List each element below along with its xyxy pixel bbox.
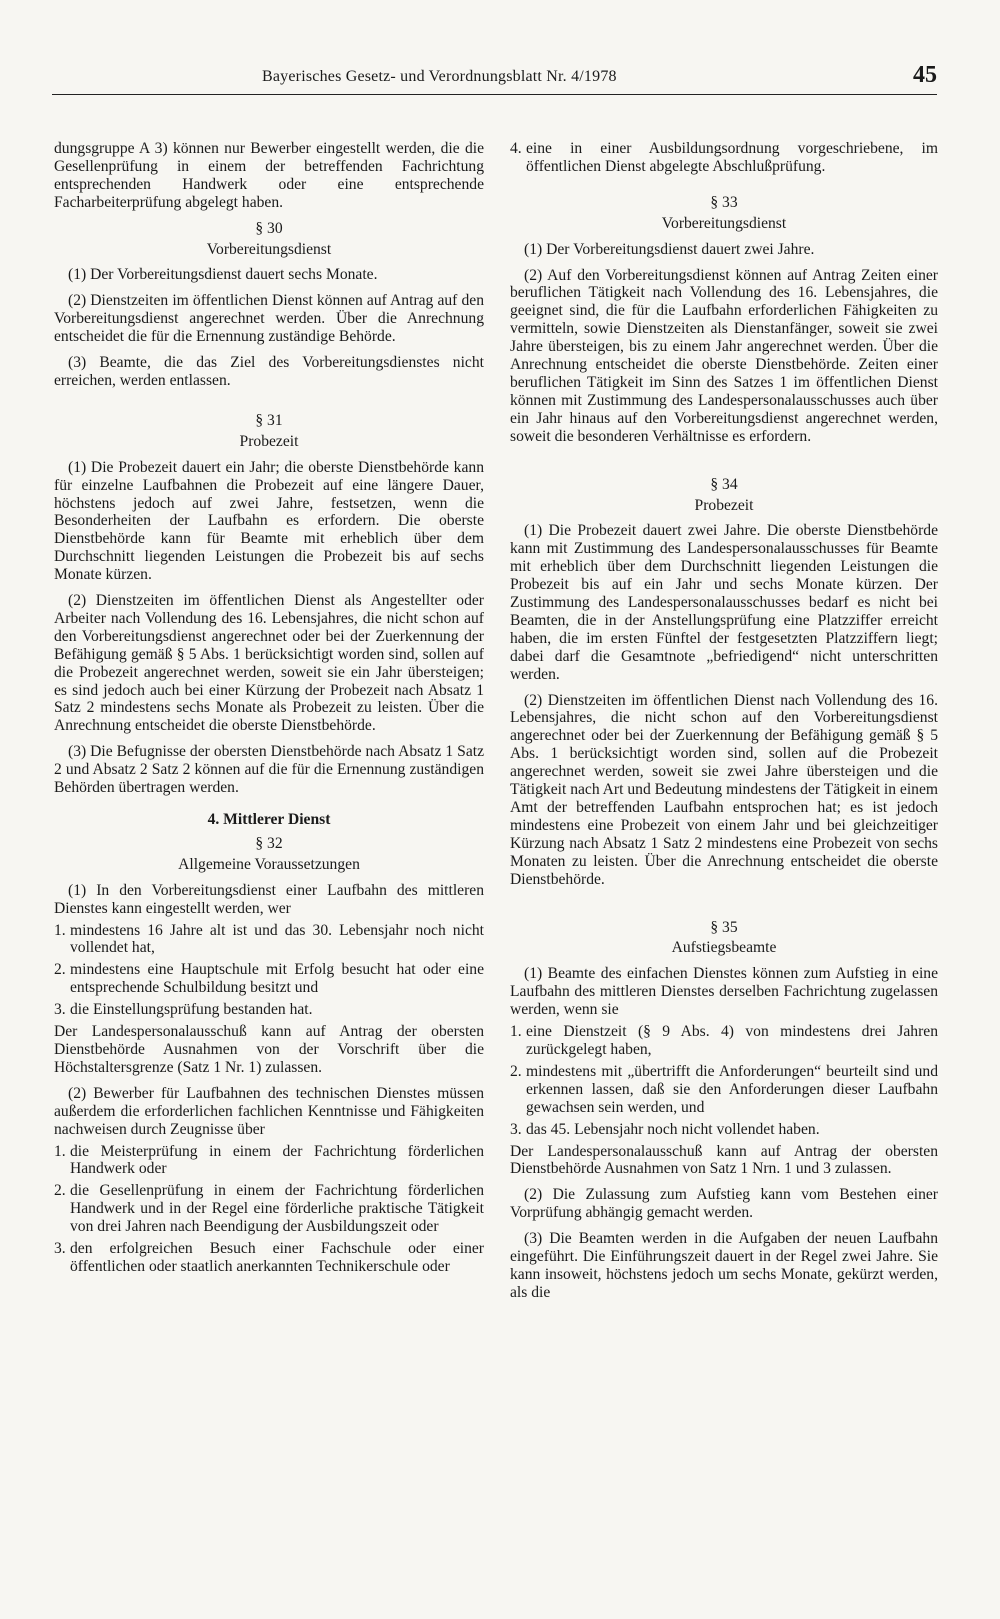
list-item: 3. die Einstellungsprüfung bestanden hat. — [54, 1001, 313, 1019]
left-column — [54, 140, 484, 1280]
page-number: 45 — [913, 62, 937, 88]
section-number: § 32 — [255, 834, 283, 852]
paragraph: (1) In den Vorbereitungsdienst einer Laufbahn des mittleren Dienstes kann eingestellt werden, wer — [54, 881, 484, 917]
right-column — [510, 140, 938, 1310]
list-item: 2. mindestens eine Hauptschule mit Erfolg besucht hat oder eine entsprechende Schulbildung besitzt und — [54, 961, 484, 997]
paragraph: (1) Der Vorbereitungsdienst dauert sechs Monate. — [68, 266, 378, 284]
section-title: Probezeit — [694, 496, 754, 514]
list-item: 3. den erfolgreichen Besuch einer Fachschule oder einer öffentlichen oder staatlich anerkannten Technikerschule oder — [54, 1240, 484, 1275]
section-title: Vorbereitungsdienst — [206, 240, 332, 258]
paragraph: (2) Bewerber für Laufbahnen des technischen Dienstes müssen außerdem die erforderlichen fachlichen Kenntnisse und Fähigkeiten nachweisen durch Zeugnisse über — [54, 1084, 484, 1138]
list-item: 1. die Meisterprüfung in einem der Fachrichtung förderlichen Handwerk oder — [54, 1142, 484, 1178]
chapter-heading: 4. Mittlerer Dienst — [207, 811, 331, 828]
section-number: § 30 — [255, 219, 283, 237]
list-item: 2. die Gesellenprüfung in einem der Fachrichtung förderlichen Handwerk und in der Regel eine förderliche praktische Tätigkeit von drei Jahren nach Beendigung der Ausbildungszeit oder — [54, 1182, 484, 1236]
paragraph: (1) Beamte des einfachen Dienstes können zum Aufstieg in eine Laufbahn des mittleren Dienstes derselben Fachrichtung zugelassen werden, wenn sie — [510, 965, 938, 1019]
section-title: Vorbereitungsdienst — [661, 214, 787, 232]
list-item: 3. das 45. Lebensjahr noch nicht vollendet haben. — [510, 1120, 820, 1138]
paragraph: (3) Die Befugnisse der obersten Dienstbehörde nach Absatz 1 Satz 2 und Absatz 2 Satz 2 können auf die für die Ernennung zuständigen Behörden übertragen werden. — [54, 743, 484, 797]
paragraph: (1) Die Probezeit dauert zwei Jahre. Die oberste Dienstbehörde kann mit Zustimmung des Landespersonalausschusses für Beamte mit erheblich über dem Durchschnitt liegenden Leistungen die Probezeit bis auf ein Jahr und sechs Monate kürzen. Der Zustimmung des Landespersonalausschusses bedarf es nicht bei Beamten, die in der Anstellungsprüfung eine Platzziffer erreicht haben, die im ersten Fünftel der festgesetzten Platzziffern liegt; dabei darf die Gesamtnote „befriedigend“ nicht unterschritten werden. — [510, 522, 938, 683]
section-number: § 34 — [710, 475, 738, 493]
section-title: Probezeit — [239, 432, 299, 450]
section-title: Allgemeine Voraussetzungen — [178, 855, 360, 873]
page-header — [52, 64, 937, 95]
section-number: § 31 — [255, 411, 283, 429]
paragraph: (2) Die Zulassung zum Aufstieg kann vom Bestehen einer Vorprüfung abhängig gemacht werden. — [510, 1186, 938, 1222]
running-title: Bayerisches Gesetz- und Verordnungsblatt Nr. 4/1978 — [262, 68, 617, 85]
paragraph: (1) Die Probezeit dauert ein Jahr; die oberste Dienstbehörde kann für einzelne Laufbahnen die Probezeit auf eine längere Dauer, höchstens jedoch auf zwei Jahre, festsetzen, wenn die Besonderheiten der Laufbahn es erfordern. Die oberste Dienstbehörde kann für Beamte mit erheblich über dem Durchschnitt liegenden Leistungen die Probezeit bis auf sechs Monate kürzen. — [54, 458, 484, 584]
paragraph: Der Landespersonalausschuß kann auf Antrag der obersten Dienstbehörde Ausnahmen von Satz 1 Nrn. 1 und 3 zulassen. — [510, 1142, 938, 1178]
paragraph: (2) Dienstzeiten im öffentlichen Dienst als Angestellter oder Arbeiter nach Vollendung des 16. Lebensjahres, die nicht schon auf den Vorbereitungsdienst angerechnet oder bei der Zuerkennung der Befähigung gemäß § 5 Abs. 1 berücksichtigt worden sind, sollen auf die Probezeit angerechnet werden, soweit sie ein Jahr übersteigen; es sind jedoch auch bei einer Kürzung der Probezeit nach Absatz 1 Satz 2 mindestens sechs Monate als Probezeit zu leisten. Über die Anrechnung entscheidet die oberste Dienstbehörde. — [54, 592, 484, 735]
section-title: Aufstiegsbeamte — [671, 939, 777, 957]
list-item: 1. eine Dienstzeit (§ 9 Abs. 4) von mindestens drei Jahren zurückgelegt haben, — [510, 1023, 938, 1058]
paragraph: (3) Beamte, die das Ziel des Vorbereitungsdienstes nicht erreichen, werden entlassen. — [54, 354, 484, 389]
list-item: 2. mindestens mit „übertrifft die Anforderungen“ beurteilt sind und erkennen lassen, daß sie den Anforderungen dieser Laufbahn gewachsen sein werden, und — [510, 1062, 938, 1116]
paragraph: dungsgruppe A 3) können nur Bewerber eingestellt werden, die die Gesellenprüfung in einem der betreffenden Fachrichtung entsprechenden Handwerk oder eine entsprechende Facharbeiterprüfung abgelegt haben. — [54, 140, 484, 211]
list-item: 1. mindestens 16 Jahre alt ist und das 30. Lebensjahr noch nicht vollendet hat, — [54, 921, 484, 957]
paragraph: (3) Die Beamten werden in die Aufgaben der neuen Laufbahn eingeführt. Die Einführungszeit dauert in der Regel zwei Jahre. Sie kann insoweit, höchstens jedoch um sechs Monate, gekürzt werden, als die — [510, 1230, 938, 1301]
paragraph: (1) Der Vorbereitungsdienst dauert zwei Jahre. — [524, 240, 815, 258]
paragraph: (2) Dienstzeiten im öffentlichen Dienst können auf Antrag auf den Vorbereitungsdienst angerechnet werden. Über die Anrechnung entscheidet die für die Ernennung zuständige Behörde. — [54, 292, 484, 346]
list-item: 4. eine in einer Ausbildungsordnung vorgeschriebene, im öffentlichen Dienst abgelegte Abschlußprüfung. — [510, 140, 938, 175]
section-number: § 33 — [710, 193, 738, 211]
paragraph: (2) Auf den Vorbereitungsdienst können auf Antrag Zeiten einer beruflichen Tätigkeit nach Vollendung des 16. Lebensjahres, die geeignet sind, die für die Laufbahn erforderlichen Fähigkeiten zu vermitteln, sowie Dienstzeiten als Dienstanfänger, soweit sie zwei Jahre übersteigen, bis zu einem Jahr angerechnet werden. Über die Anrechnung entscheidet die oberste Dienstbehörde. Zeiten einer beruflichen Tätigkeit im Sinn des Satzes 1 im öffentlichen Dienst können mit Zustimmung des Landespersonalausschusses auch über ein Jahr hinaus auf den Vorbereitungsdienst angerechnet werden, soweit die besonderen Verhältnisse es erfordern. — [510, 266, 938, 445]
paragraph: (2) Dienstzeiten im öffentlichen Dienst nach Vollendung des 16. Lebensjahres, die nicht schon auf den Vorbereitungsdienst angerechnet oder bei der Zuerkennung der Befähigung gemäß § 5 Abs. 1 berücksichtigt worden sind, sollen auf die Probezeit angerechnet werden, soweit sie zwei Jahre übersteigen und die Tätigkeit nach Art und Bedeutung mindestens der Tätigkeit in einem Amt der betreffenden Laufbahn entsprochen hat; es ist jedoch mindestens eine Probezeit von einem Jahr und bei gleichzeitiger Kürzung nach Absatz 1 Satz 2 mindestens eine Probezeit von sechs Monaten zu leisten. Über die Anrechnung entscheidet die oberste Dienstbehörde. — [510, 691, 939, 888]
section-number: § 35 — [710, 918, 738, 936]
paragraph: Der Landespersonalausschuß kann auf Antrag der obersten Dienstbehörde Ausnahmen von der Vorschrift über die Höchstaltersgrenze (Satz 1 Nr. 1) zulassen. — [54, 1023, 484, 1076]
